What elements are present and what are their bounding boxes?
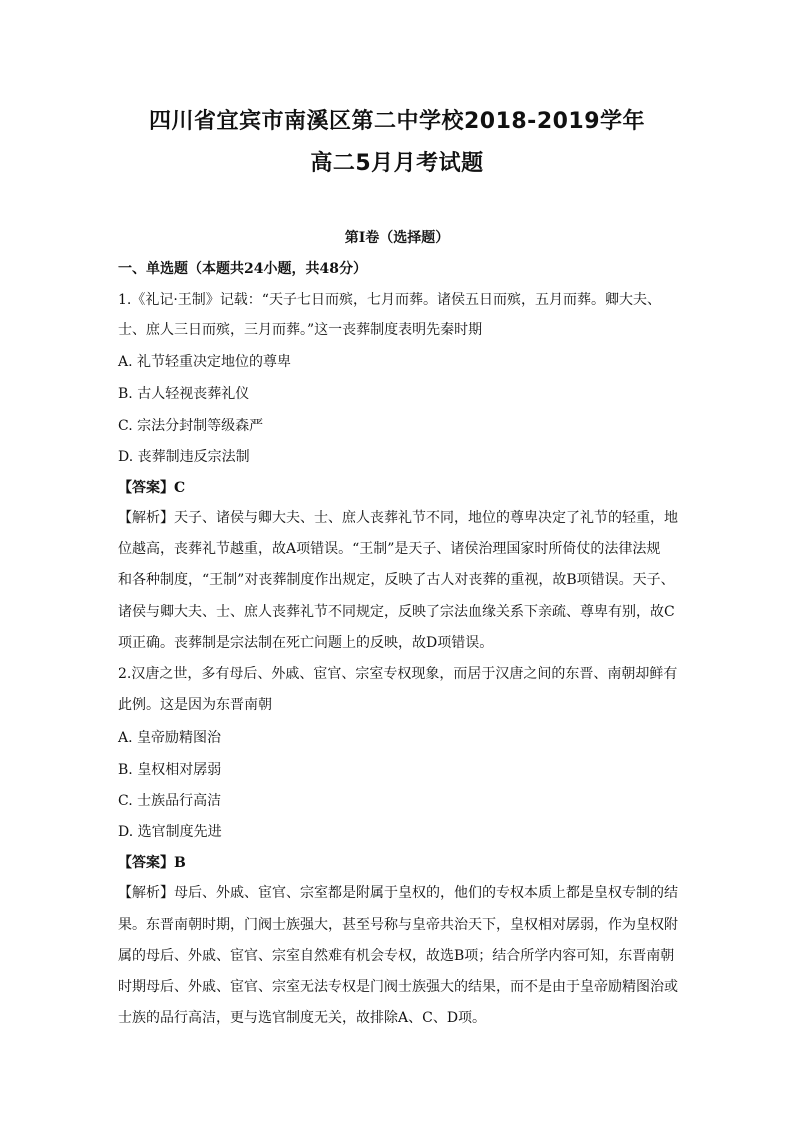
q2-option-b: B. 皇权相对孱弱 [118,762,222,778]
q1-option-d: D. 丧葬制违反宗法制 [118,449,250,465]
q2-stem-line1: 2.汉唐之世，多有母后、外戚、宦官、宗室专权现象，而居于汉唐之间的东晋、南朝却鲜有 [118,666,678,682]
section-subtitle: 一、单选题（本题共24小题，共48分） [118,261,367,277]
q1-stem-line2: 士、庶人三日而殡，三月而葬。”这一丧葬制度表明先秦时期 [118,322,483,338]
q2-analysis-line1: 【解析】母后、外戚、宦官、宗室都是附属于皇权的，他们的专权本质上都是皇权专制的结 [118,885,678,901]
q1-option-b: B. 古人轻视丧葬礼仪 [118,386,250,402]
q1-option-c: C. 宗法分封制等级森严 [118,418,264,434]
q1-analysis-line5: 项正确。丧葬制是宗法制在死亡问题上的反映，故D项错误。 [118,635,494,651]
q2-option-d: D. 选官制度先进 [118,824,222,840]
q2-analysis-line3: 属的母后、外戚、宦官、宗室自然难有机会专权，故选B项；结合所学内容可知，东晋南朝 [118,948,675,964]
document-title-line2: 高二5月月考试题 [310,151,484,176]
q1-answer: 【答案】C [118,480,186,496]
q1-option-a: A. 礼节轻重决定地位的尊卑 [118,354,292,370]
q1-stem-line1: 1.《礼记·王制》记载：“天子七日而殡，七月而葬。诸侯五日而殡，五月而葬。卿大夫、 [118,292,661,308]
q2-analysis-line2: 果。东晋南朝时期，门阀士族强大，甚至号称与皇帝共治天下，皇权相对孱弱，作为皇权附 [118,917,678,933]
q1-analysis-line1: 【解析】天子、诸侯与卿大夫、士、庶人丧葬礼节不同，地位的尊卑决定了礼节的轻重，地 [118,510,678,526]
q2-option-c: C. 士族品行高洁 [118,793,222,809]
q2-answer: 【答案】B [118,855,186,871]
q1-analysis-line3: 和各种制度，“王制”对丧葬制度作出规定，反映了古人对丧葬的重视，故B项错误。天子、 [118,572,675,588]
part-title: 第I卷（选择题） [344,230,450,246]
document-title-line1: 四川省宜宾市南溪区第二中学校2018-2019学年 [148,109,646,134]
q2-analysis-line5: 士族的品行高洁，更与选官制度无关，故排除A、C、D项。 [118,1010,487,1026]
q1-analysis-line2: 位越高，丧葬礼节越重，故A项错误。“王制”是天子、诸侯治理国家时所倚仗的法律法规 [118,541,661,557]
q2-stem-line2: 此例。这是因为东晋南朝 [118,697,272,713]
q2-option-a: A. 皇帝励精图治 [118,730,222,746]
q1-analysis-line4: 诸侯与卿大夫、士、庶人丧葬礼节不同规定，反映了宗法血缘关系下亲疏、尊卑有别，故C [118,604,675,620]
q2-analysis-line4: 时期母后、外戚、宦官、宗室无法专权是门阀士族强大的结果，而不是由于皇帝励精图治或 [118,979,678,995]
